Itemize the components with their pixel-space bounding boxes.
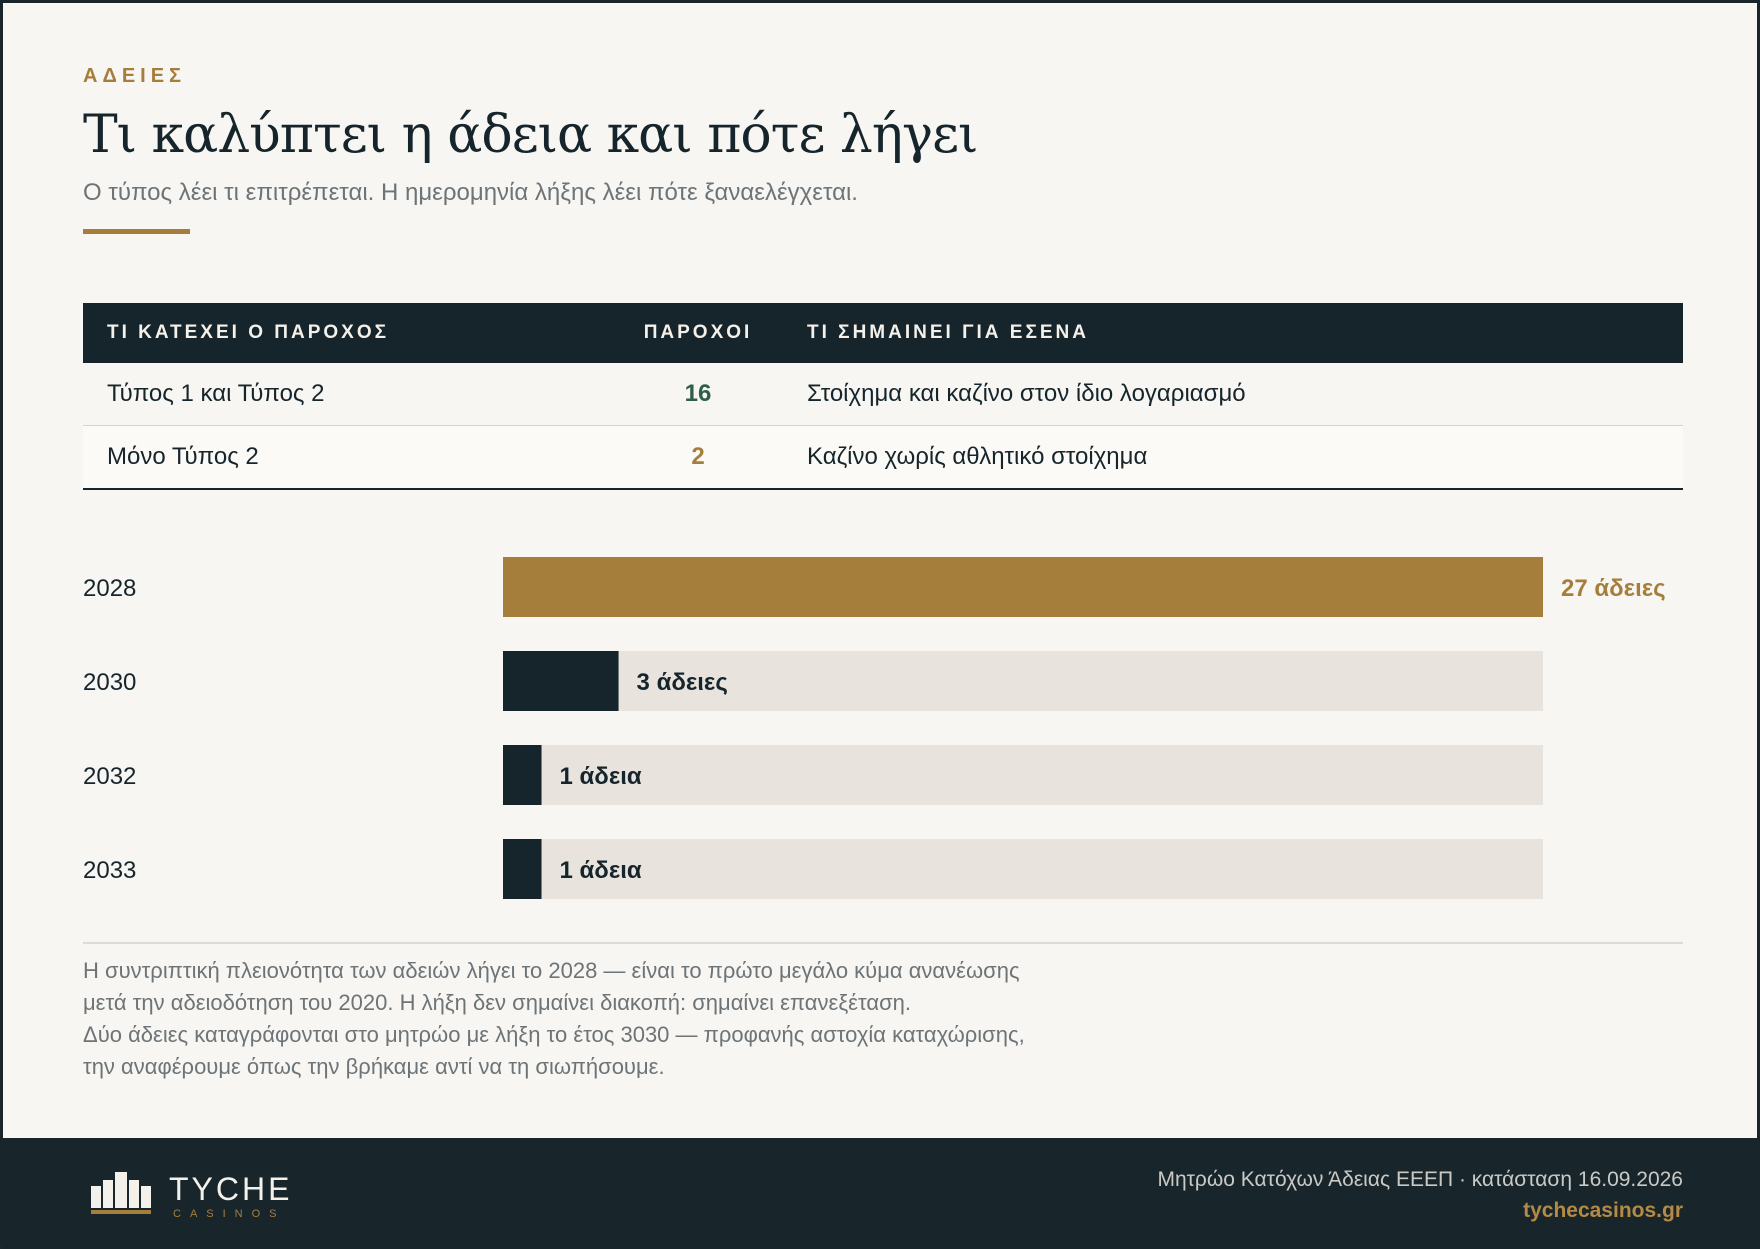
cell-meaning: Καζίνο χωρίς αθλητικό στοίχημα [783, 426, 1683, 490]
column-header-providers: ΠΑΡΟΧΟΙ [613, 303, 783, 363]
column-header-holds: ΤΙ ΚΑΤΕΧΕΙ Ο ΠΑΡΟΧΟΣ [83, 303, 613, 363]
bar-value-label: 27 άδειες [1561, 575, 1666, 602]
cell-holds: Τύπος 1 και Τύπος 2 [83, 363, 613, 426]
note-line: μετά την αδειοδότηση του 2020. Η λήξη δεν σημαίνει διακοπή: σημαίνει επανεξέταση. [83, 990, 912, 1015]
cell-count [613, 363, 783, 426]
bar [503, 651, 619, 711]
bar [503, 557, 1543, 617]
bar-value-label: 3 άδειες [636, 669, 728, 696]
year-label: 2028 [83, 575, 137, 602]
bar-value-label: 1 άδεια [559, 857, 642, 884]
bar-value-label: 1 άδεια [559, 763, 642, 790]
content-area [83, 65, 1683, 1079]
castle-logo-icon [91, 1172, 153, 1216]
page-title: Τι καλύπτει η άδεια και πότε λήγει [83, 105, 978, 165]
table-row [83, 426, 1683, 490]
expiry-bar-chart [83, 557, 1683, 997]
bar-track [503, 839, 1543, 899]
footnote-text [83, 955, 1123, 1083]
note-line: την αναφέρουμε όπως την βρήκαμε αντί να τη σιωπήσουμε. [83, 1054, 665, 1079]
cell-count [613, 426, 783, 490]
note-line: Δύο άδειες καταγράφονται στο μητρώο με λήξη το έτος 3030 — προφανής αστοχία καταχώρισης, [83, 1022, 1025, 1047]
table-row [83, 363, 1683, 426]
footer-bar [3, 1138, 1760, 1249]
bar [503, 745, 542, 805]
provider-count: 16 [684, 380, 712, 407]
site-link[interactable]: tychecasinos.gr [1523, 1199, 1683, 1222]
cell-holds: Μόνο Τύπος 2 [83, 426, 613, 490]
license-type-table [83, 303, 1683, 490]
divider [83, 942, 1683, 944]
year-label: 2030 [83, 669, 137, 696]
year-label: 2032 [83, 763, 137, 790]
accent-rule [83, 229, 190, 234]
brand-tagline: CASINOS [173, 1208, 286, 1220]
bar [503, 839, 542, 899]
brand-name: TYCHE [169, 1171, 293, 1207]
provider-count: 2 [691, 443, 705, 470]
cell-meaning: Στοίχημα και καζίνο στον ίδιο λογαριασμό [783, 363, 1683, 426]
bar-track [503, 745, 1543, 805]
chart-svg [83, 557, 1683, 917]
eyebrow-label: ΑΔΕΙΕΣ [83, 65, 187, 87]
table-header-row [83, 303, 1683, 363]
source-note: Μητρώο Κατόχων Άδειας ΕΕΕΠ · κατάσταση 16.09.2026 [1157, 1168, 1683, 1191]
year-label: 2033 [83, 857, 137, 884]
column-header-meaning: ΤΙ ΣΗΜΑΙΝΕΙ ΓΙΑ ΕΣΕΝΑ [783, 303, 1683, 363]
page-subtitle: Ο τύπος λέει τι επιτρέπεται. Η ημερομηνία λήξης λέει πότε ξαναελέγχεται. [83, 179, 858, 206]
note-line: Η συντριπτική πλειονότητα των αδειών λήγει το 2028 — είναι το πρώτο μεγάλο κύμα ανανέωσης [83, 958, 1020, 983]
